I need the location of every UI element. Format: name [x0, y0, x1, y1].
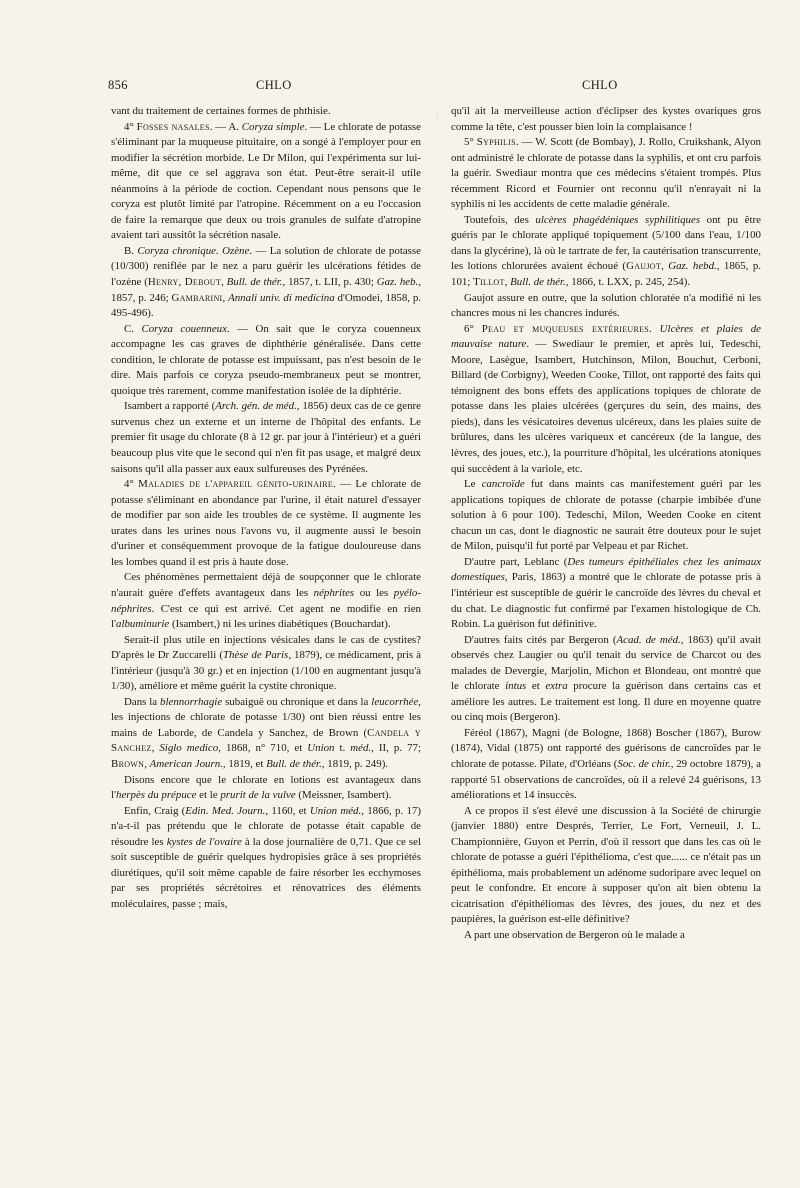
- text-run: ,: [144, 757, 150, 770]
- paragraph: [451, 213, 761, 291]
- text-run: fut dans maints cas manifestement guéri par les applications topiques de chlorate de potasse (charpie imbibée d'une solution à 6 pour 100). Tedeschi, Milon, Weeden Cooke en citent chacun un cas, dont le diagnostic ne saurait être douteux pour le sujet de Milon, puisqu'il fut porté par Velpeau et par Richet.: [451, 478, 762, 553]
- page-header: [0, 78, 800, 98]
- paragraph: [111, 120, 421, 244]
- paragraph: [111, 477, 421, 570]
- running-head-right: CHLO: [582, 78, 618, 92]
- italic-text: Gaz. hebd.: [668, 260, 717, 273]
- text-run: Enfin, Craig (: [124, 804, 186, 817]
- paragraph: [111, 773, 421, 804]
- text-run: 5°: [464, 136, 477, 149]
- italic-text: Gaz. heb.: [376, 276, 419, 289]
- text-run: Disons encore que le chlorate en lotions est avantageux dans l': [111, 773, 421, 802]
- text-run: 4°: [124, 478, 139, 491]
- italic-text: intus: [505, 680, 527, 693]
- italic-text: Union méd.: [309, 804, 362, 817]
- text-run: Le: [464, 478, 482, 491]
- italic-text: Siglo medico: [159, 742, 219, 755]
- text-run: qu'il ait la merveilleuse action d'éclipser des kystes ovariques gros comme la tête, c'est pousser bien loin la complaisance !: [451, 105, 761, 133]
- italic-text: leucorrhée: [371, 695, 419, 708]
- text-run: A ce propos il s'est élevé une discussion à la Société de chirurgie (janvier 1880) entre Després, Terrier, Le Fort, Verneuil, J. L. Championnière, Guyon et Perrin, d'où il ressort que dans les cas où le chlorate de potasse a guéri l'épithélioma, c'est que...... ce n'était pas un épithélioma, mais probablement un adénome sudoripare avec lequel on peut le confondre. Et encore à supposer qu'on ait bien obtenu la cicatrisation d'épithéliomas des lèvres, des joues, du nez et des paupières, la guérison est-elle définitive?: [451, 804, 761, 926]
- paragraph: [451, 726, 761, 804]
- italic-text: ulcères phagédéniques syphilitiques: [535, 213, 701, 226]
- text-run: . — W. Scott (de Bombay), J. Rollo, Cruikshank, Alyon ont administré le chlorate de potasse dans la syphilis, et ont cru parfois la guérir. Swediaur montra que ces médecins s'étaient trompés. Plus récemment Ricord et Fournier ont reconnu qu'il n'enrayait ni la syphilis ni les accidents de cette maladie générale.: [451, 136, 761, 211]
- italic-text: méd.: [350, 742, 372, 755]
- page-number: 856: [108, 78, 128, 92]
- text-run: 6°: [464, 322, 482, 335]
- paragraph: [111, 570, 421, 632]
- left-column: [111, 104, 421, 912]
- text-run: , 1819, p. 249).: [321, 757, 389, 770]
- paragraph: [111, 244, 421, 322]
- italic-text: Acad. de méd.: [616, 633, 681, 646]
- small-caps-text: Syphilis: [476, 136, 516, 149]
- text-run: , 1857, t. LII, p. 430;: [282, 276, 377, 289]
- text-run: . — A.: [209, 120, 242, 133]
- text-run: , 1866, p. 17) n'a-t-il pas prétendu que le chlorate de potasse était capable de résoudre les: [111, 804, 421, 848]
- text-run: ,: [222, 291, 229, 304]
- italic-text: néphrites: [313, 586, 355, 599]
- text-run: , 1868, n° 710, et: [218, 742, 308, 755]
- text-run: , 1866, t. LXX, p. 245, 254).: [565, 276, 691, 289]
- text-run: Dans la: [124, 695, 161, 708]
- text-run: , 1879), ce médicament, pris à l'intérieur (jusqu'à 30 gr.) et en injection (1/100 en augmentant jusqu'à 1/30), améliore et même guérit la cystite chronique.: [111, 649, 422, 693]
- text-run: , les injections de chlorate de potasse 1/30) ont bien réussi entre les mains de Laborde, de Candela y Sanchez, de Brown (: [111, 695, 422, 739]
- paragraph: [451, 477, 761, 555]
- text-run: Gaujot assure en outre, que la solution chloratée n'a modifié ni les chancres mous ni les chancres indurés.: [451, 291, 761, 320]
- paragraph: [451, 135, 761, 213]
- text-run: .: [649, 322, 660, 335]
- italic-text: Des tumeurs épithéliales chez les animaux domestiques: [451, 555, 761, 584]
- text-run: (Meissner, Isambert).: [295, 789, 392, 802]
- paragraph: [111, 104, 421, 120]
- paragraph: [451, 104, 761, 135]
- text-run: , 1857, p. 246;: [111, 276, 421, 304]
- text-run: ,: [504, 276, 511, 289]
- italic-text: blennorrhagie: [160, 695, 223, 708]
- italic-text: albuminurie: [116, 618, 170, 631]
- right-column: [451, 104, 761, 944]
- italic-text: Arch. gén. de méd.: [215, 400, 297, 413]
- italic-text: extra: [545, 680, 568, 693]
- text-run: , Paris, 1863) a montré que le chlorate de potasse pris à l'intérieur est susceptible de guérir le cancroïde des lèvres du cheval et du chat. Le diagnostic fut confirmé par l'examen histologique de Ch. Robin. La guérison fut définitive.: [451, 571, 761, 631]
- text-run: , 1160, et: [265, 804, 310, 817]
- text-run: C.: [124, 322, 142, 335]
- italic-text: Coryza couenneux: [141, 322, 227, 335]
- small-caps-text: Candela y Sanchez: [111, 726, 421, 755]
- text-run: Isambert a rapporté (: [124, 400, 216, 413]
- text-run: A part une observation de Bergeron où le malade a: [464, 928, 685, 941]
- text-run: 4°: [124, 120, 137, 133]
- text-run: . — Swediaur le premier, et après lui, Tedeschi, Moore, Lasègue, Isambert, Hutchinson, Milon, Bouchut, Cerboni, Billard (de Corbigny), Weeden Cooke, Tillot, ont rapporté des faits qui témoignent des bons effets des applications topiques de chlorate de potasse dans les plaies ulcérées (gerçures du sein, des mains, des pieds), dans les vésicatoires devenus ulcéreux, dans les plaies suite de brûlures, dans les ulcères variqueux et cancéreux (de la langue, des lèvres, des joues, etc.), la pourriture d'hôpital, les ulcérations atoniques qui succèdent à la variole, etc.: [451, 338, 762, 475]
- text-run: et: [526, 680, 546, 693]
- paragraph: [451, 322, 761, 477]
- italic-text: Annali univ. di medicina: [228, 291, 335, 304]
- paragraph: [451, 804, 761, 928]
- text-run: , 1856) deux cas de ce genre survenus chez un externe et un interne de l'hôpital des enfants. Le premier fit usage du chlorate (8 à 12 gr. par jour à l'intérieur) et a guéri beaucoup plus vite que le second qui n'en fit pas usage, et malgré deux saisons qu'il alla passer aux eaux sulfureuses des Pyrénées.: [111, 400, 421, 475]
- text-run: et le: [196, 789, 221, 802]
- text-run: Ces phénomènes permettaient déjà de soupçonner que le chlorate n'aurait guère d'effets avantageux dans les: [111, 571, 421, 599]
- paragraph: [451, 928, 761, 944]
- text-run: , 29 octobre 1879), a rapporté 51 observations de cancroïdes, où il a relevé 24 guérisons, 13 améliorations et 14 insuccès.: [451, 757, 761, 802]
- text-run: Serait-il plus utile en injections vésicales dans le cas de cystites? D'après le Dr Zuccarelli (: [111, 633, 421, 662]
- italic-text: kystes de l'ovaire: [166, 835, 242, 848]
- text-run: procure la guérison dans certains cas et améliore les autres. Le traitement est long. Il dure en moyenne quatre ou cinq mois (Bergeron).: [451, 680, 761, 724]
- small-caps-text: Maladies de l'appareil génito-urinaire: [138, 478, 334, 491]
- small-caps-text: Peau et muqueuses extérieures: [481, 322, 650, 335]
- text-run: , 1863) qu'il avait observés chez Laugier ou qu'il tenait du service de Charcot ou des malades de Devergie, Marjolin, Michon et Blondeau, ont montré que le chlorate: [451, 633, 761, 693]
- paragraph: [111, 804, 421, 913]
- small-caps-text: Fosses nasales: [136, 120, 210, 133]
- italic-text: American Journ.: [149, 757, 223, 770]
- running-head-left: CHLO: [256, 78, 292, 92]
- italic-text: Edin. Med. Journ.: [185, 804, 266, 817]
- text-run: D'autre part, Leblanc (: [464, 555, 568, 568]
- text-run: (Isambert,) ni les urines diabétiques (Bouchardat).: [169, 618, 391, 631]
- small-caps-text: Henry, Debout: [147, 276, 222, 289]
- italic-text: Bull. de thér.: [266, 757, 322, 770]
- italic-text: Coryza simple: [241, 120, 305, 133]
- column-divider: [437, 110, 438, 1150]
- text-run: . — Le chlorate de potasse s'éliminant par la muqueuse pituitaire, on a songé à l'employer pour en modifier la sécrétion morbide. Le Dr Milon, qui l'expérimenta sur lui-même, dit que ce sel aggrava son état. Peut-être serait-il utile néanmoins à la période de coction. Cependant nous pensons que le coryza est plutôt limité par l'atropine. Récemment on a eu l'occasion de faire la remarque que deux ou trois granules de sulfate d'atropine avaient tari aussitôt la sécrétion nasale.: [111, 120, 422, 242]
- text-run: vant du traitement de certaines formes de phthisie.: [111, 105, 331, 117]
- text-run: t.: [334, 742, 351, 755]
- paragraph: [451, 633, 761, 726]
- text-run: D'autres faits cités par Bergeron (: [464, 633, 617, 646]
- italic-text: prurit de la vulve: [220, 789, 296, 802]
- text-run: Féréol (1867), Magni (de Bologne, 1868) Boscher (1867), Burow (1874), Vidal (1875) ont rapporté des guérisons de cancroïdes par le chlorate de potasse. Pilate, d'Orléans (: [451, 726, 761, 770]
- text-run: B.: [124, 244, 138, 257]
- italic-text: Thèse de Paris: [222, 649, 289, 662]
- text-run: ou les: [354, 586, 394, 599]
- italic-text: cancroïde: [481, 478, 525, 491]
- paragraph: [451, 555, 761, 633]
- italic-text: Coryza chronique. Ozène: [137, 244, 250, 257]
- italic-text: Union: [307, 742, 335, 755]
- text-run: . C'est ce qui est arrivé. Cet agent ne modifie en rien l': [111, 602, 421, 631]
- text-run: , 1819, et: [222, 757, 267, 770]
- text-run: ,: [221, 276, 227, 289]
- small-caps-text: Brown: [111, 757, 145, 770]
- italic-text: Bull. de thér.: [510, 276, 566, 289]
- italic-text: herpès du prépuce: [116, 789, 197, 802]
- text-run: . — La solution de chlorate de potasse (10/300) reniflée par le nez a paru guérir les ulcérations fétides de l'ozène (: [111, 244, 421, 289]
- italic-text: Bull. de thér.: [226, 276, 283, 289]
- text-run: . — On sait que le coryza couenneux accompagne les cas graves de diphthérie généralisée. Dans cette condition, le chlorate de potasse est impuissant, pas n'est besoin de le dire. Mais parfois ce coryza pseudo-membraneux peut se montrer, quoique très rarement, comme manifestation isolée de la diphtérie.: [111, 322, 421, 397]
- italic-text: pyélo-néphrites: [111, 586, 421, 615]
- paragraph: [111, 322, 421, 400]
- italic-text: Soc. de chir.: [617, 757, 671, 770]
- small-caps-text: Gaujot: [626, 260, 662, 273]
- text-run: à la dose journalière de 0,71. Que ce sel soit susceptible de guérir quelques hydropisies grâce à ses propriétés diurétiques, qu'il soit même capable de faire résorber les ecchymoses par ses propriétés sécrétoires et rénovatrices des éléments moléculaires, passe ; mais,: [111, 835, 421, 910]
- paragraph: [111, 633, 421, 695]
- paragraph: [451, 291, 761, 322]
- text-run: . — Le chlorate de potasse s'éliminant en abondance par l'urine, il était naturel d'essayer de modifier par son aide les troubles de ce système. Il augmente les urates dans les urines nous l'avons vu, il augmente aussi le besoin d'uriner et conséquemment provoque de la fatigue douloureuse dans les lombes quand il est pris à haute dose.: [111, 478, 421, 568]
- small-caps-text: Gambarini: [171, 291, 223, 304]
- text-run: ,: [661, 260, 669, 273]
- text-run: Toutefois, des: [464, 213, 536, 226]
- text-run: , II, p. 77;: [371, 742, 422, 755]
- paragraph: [111, 695, 421, 773]
- paragraph: [111, 399, 421, 477]
- text-run: d'Omodei, 1858, p. 495-496).: [111, 291, 422, 320]
- text-run: subaiguë ou chronique et dans la: [222, 695, 372, 708]
- text-run: ont pu être guéris par le chlorate appliqué topiquement (5/100 dans l'eau, 1/100 dans la glycérine), là où le tartrate de fer, la cautérisation transcurrente, les lotions chlorurées avaient échoué (: [451, 213, 761, 273]
- text-run: ,: [151, 742, 160, 755]
- text-run: , 1865, p. 101;: [451, 260, 761, 289]
- italic-text: Ulcères et plaies de mauvaise nature: [451, 322, 761, 351]
- small-caps-text: Tillot: [473, 276, 505, 289]
